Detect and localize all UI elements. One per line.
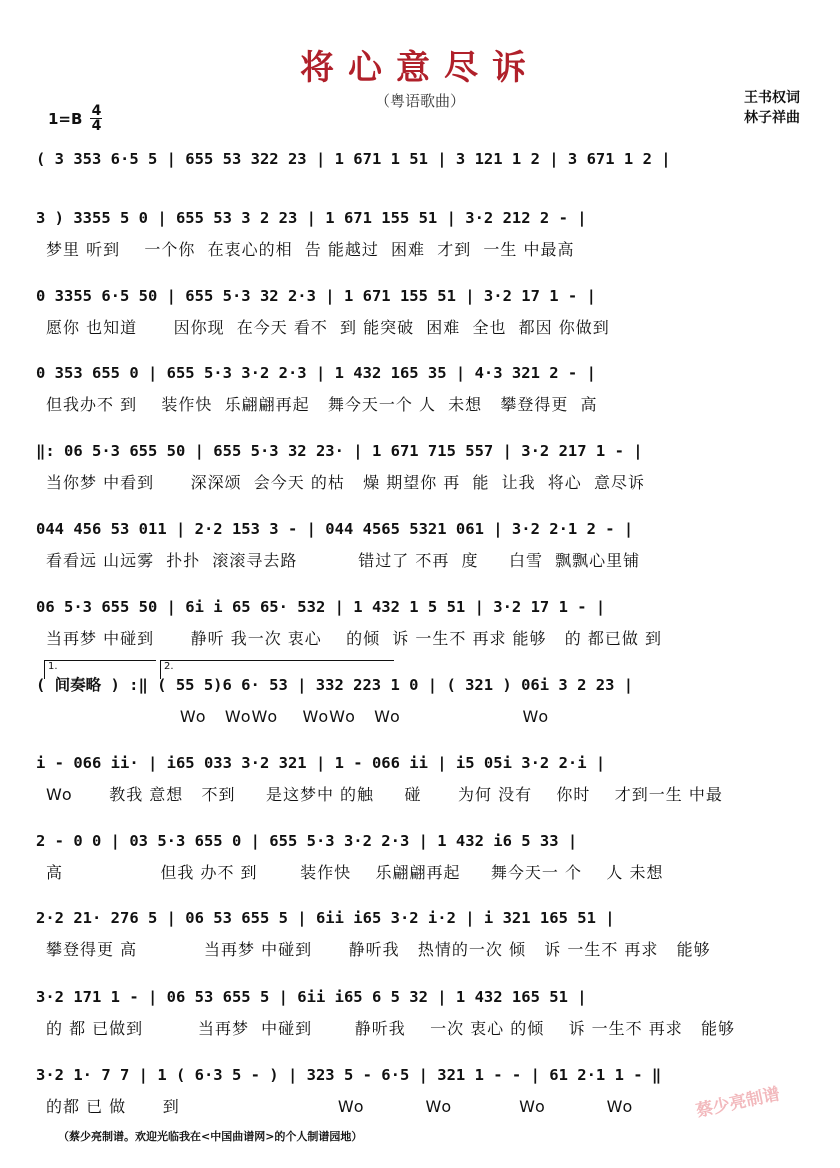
lyricist: 王书权词 — [744, 90, 800, 106]
key-signature — [48, 104, 102, 133]
lyric-line: 看看远 山远雾 扑扑 滚滚寻去路 错过了 不再 度 白雪 飘飘心里铺 — [46, 551, 641, 570]
time-top: 4 — [91, 103, 102, 119]
score-system-9 — [36, 751, 806, 825]
score-system-7 — [36, 595, 806, 669]
lyric-line: 高 但我 办不 到 装作快 乐翩翩再起 舞今天一 个 人 未想 — [46, 863, 664, 882]
score-system-11 — [36, 906, 806, 980]
notation-line: 3·2 171 1 - | 06 53 655 5 | 6ii i65 6 5 32 | 1 432 165 51 | — [36, 988, 587, 1006]
score-system-13 — [36, 1063, 806, 1137]
lyric-line — [46, 179, 806, 203]
lyric-line: 的都 已 做 到 Wo Wo Wo Wo — [46, 1097, 634, 1116]
watermark-stamp: 蔡少亮制谱 — [694, 1084, 782, 1122]
key-label: 1=B — [48, 109, 83, 128]
lyric-line: 当再梦 中碰到 静听 我一次 衷心 的倾 诉 一生不 再求 能够 的 都已做 到 — [46, 629, 662, 648]
lyric-line: Wo 教我 意想 不到 是这梦中 的触 碰 为何 没有 你时 才到一生 中最 — [46, 785, 723, 804]
lyric-line: 愿你 也知道 因你现 在今天 看不 到 能突破 困难 全也 都因 你做到 — [46, 318, 610, 337]
score-system-10 — [36, 829, 806, 903]
notation-line: ‖: 06 5·3 655 50 | 655 5·3 32 23· | 1 671 715 557 | 3·2 217 1 - | — [36, 442, 643, 460]
notation-line: 3 ) 3355 5 0 | 655 53 3 2 23 | 1 671 155 51 | 3·2 212 2 - | — [36, 209, 587, 227]
notation-line: 0 353 655 0 | 655 5·3 3·2 2·3 | 1 432 165 35 | 4·3 321 2 - | — [36, 364, 596, 382]
time-signature — [90, 104, 102, 133]
lyric-line: 的 都 已做到 当再梦 中碰到 静听我 一次 衷心 的倾 诉 一生不 再求 能够 — [46, 1019, 736, 1038]
song-subtitle: （粤语歌曲） — [374, 92, 465, 110]
notation-line: 3·2 1· 7 7 | 1 ( 6·3 5 - ) | 323 5 - 6·5 | 321 1 - - | 61 2·1 1 - ‖ — [36, 1066, 662, 1084]
score-system-4 — [36, 361, 806, 435]
lyric-line: 但我办不 到 装作快 乐翩翩再起 舞今天一个 人 未想 攀登得更 高 — [46, 395, 598, 414]
score-system-2 — [36, 206, 806, 280]
score-system-8 — [36, 673, 806, 747]
lyric-line: 攀登得更 高 当再梦 中碰到 静听我 热情的一次 倾 诉 一生不 再求 能够 — [46, 940, 711, 959]
notation-line: 2·2 21· 276 5 | 06 53 655 5 | 6ii i65 3·2 i·2 | i 321 165 51 | — [36, 909, 615, 927]
score-system-12 — [36, 985, 806, 1059]
lyric-line: 当你梦 中看到 深深颂 会今天 的枯 燥 期望你 再 能 让我 将心 意尽诉 — [46, 473, 645, 492]
score-system-6 — [36, 517, 806, 591]
notation-line: ( 间奏略 ) :‖ ( 55 5)6 6· 53 | 332 223 1 0 | ( 321 ) 06i 3 2 23 | — [36, 676, 634, 694]
score-system-3 — [36, 284, 806, 358]
notation-line: 06 5·3 655 50 | 6i i 65 65· 532 | 1 432 1 5 51 | 3·2 17 1 - | — [36, 598, 606, 616]
time-bottom: 4 — [91, 118, 102, 134]
footer-note: （蔡少亮制谱。欢迎光临我在<中国曲谱网>的个人制谱园地） — [58, 1130, 363, 1143]
notation-line: i - 066 ii· | i65 033 3·2 321 | 1 - 066 ii | i5 05i 3·2 2·i | — [36, 754, 606, 772]
volta-first: 1. — [44, 660, 156, 679]
volta-second: 2. — [160, 660, 394, 679]
credits — [744, 88, 800, 128]
score-system-5 — [36, 439, 806, 513]
song-title: 将心意尽诉 — [300, 48, 540, 88]
notation-line: 044 456 53 011 | 2·2 153 3 - | 044 4565 5321 061 | 3·2 2·1 2 - | — [36, 520, 634, 538]
lyric-line: Wo WoWo WoWo Wo Wo — [46, 707, 550, 726]
lyric-line: 梦里 听到 一个你 在衷心的相 告 能越过 困难 才到 一生 中最高 — [46, 240, 575, 259]
notation-line: ( 3 353 6·5 5 | 655 53 322 23 | 1 671 1 51 | 3 121 1 2 | 3 671 1 2 | — [36, 150, 671, 168]
notation-line: 2 - 0 0 | 03 5·3 655 0 | 655 5·3 3·2 2·3 | 1 432 i6 5 33 | — [36, 832, 578, 850]
composer: 林子祥曲 — [744, 110, 800, 126]
notation-line: 0 3355 6·5 50 | 655 5·3 32 2·3 | 1 671 155 51 | 3·2 17 1 - | — [36, 287, 596, 305]
